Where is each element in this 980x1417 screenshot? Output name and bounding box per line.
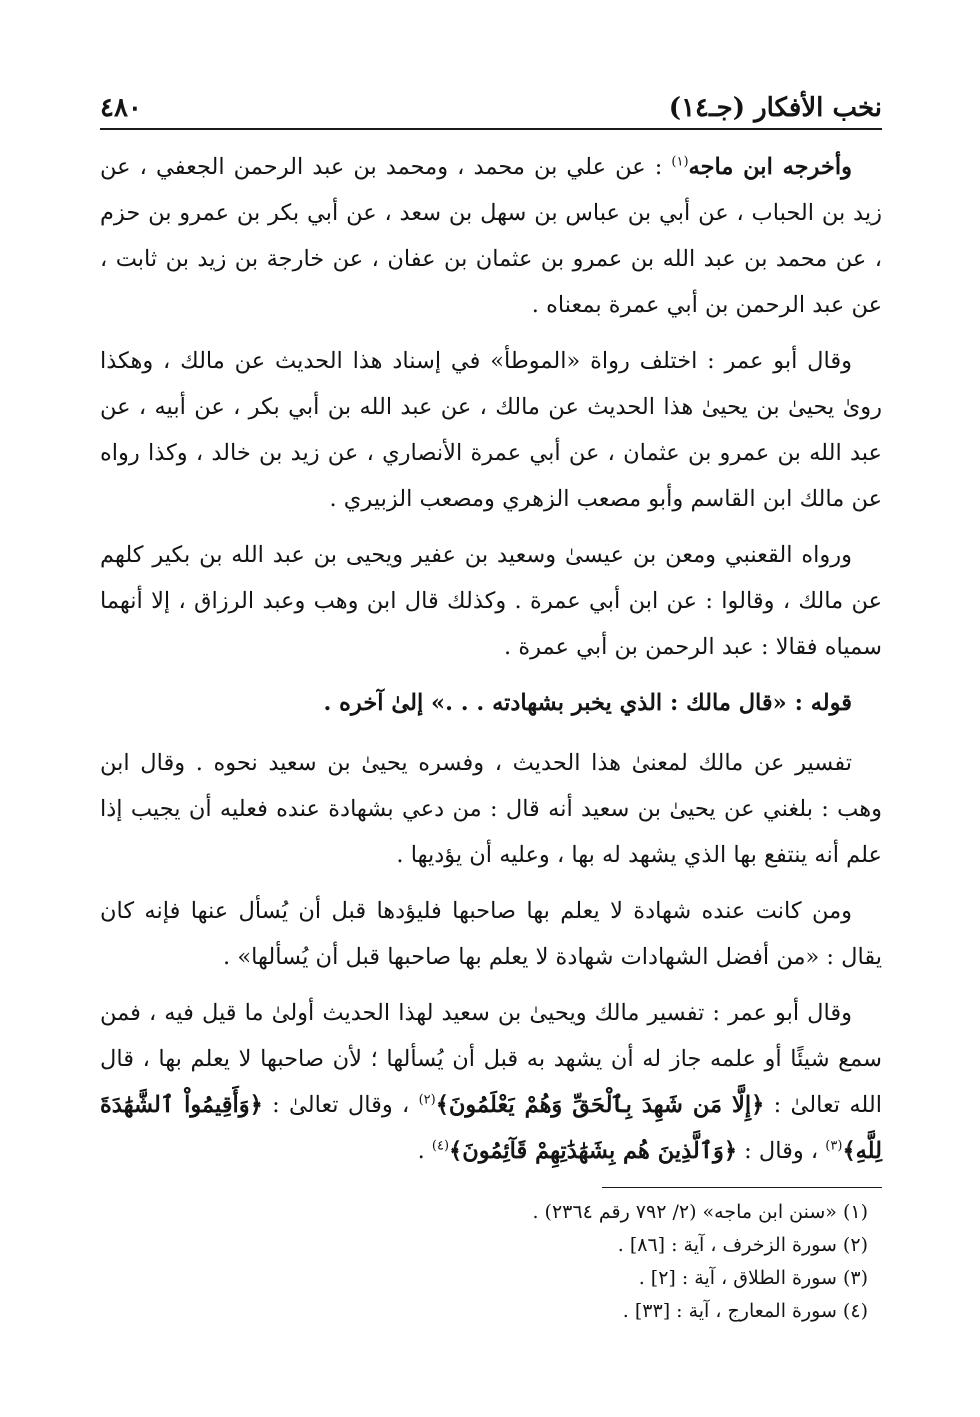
footnote-ref: (٢): [418, 1092, 436, 1108]
paragraph-text: ومن كانت عنده شهادة لا يعلم بها صاحبها فليؤدها قبل أن يُسأل عنها فإنه كان يقال : «من أفضل الشهادات شهادة لا يعلم بها صاحبها قبل أن يُسألها» .: [100, 898, 882, 970]
paragraph-3: [100, 532, 882, 670]
footnote-3: (٣) سورة الطلاق ، آية : [٢] .: [638, 1267, 868, 1289]
paragraph-6: [100, 990, 882, 1174]
running-title: نخب الأفكار (جـ١٤): [668, 93, 882, 123]
paragraph-text: .: [417, 1138, 432, 1164]
footnote-ref: (١): [671, 154, 689, 170]
quran-verse: ﴿وَأَقِيمُواْ ٱلشَّهَٰدَةَ لِلَّهِ﴾: [100, 1092, 882, 1164]
paragraph-4: [100, 740, 882, 878]
paragraph-1: [100, 144, 882, 328]
footnote-ref: (٣): [825, 1138, 843, 1154]
page-header: [100, 82, 882, 126]
paragraph-text: ورواه القعنبي ومعن بن عيسىٰ وسعيد بن عفير ويحيى بن عبد الله بن بكير كلهم عن مالك ، وقالوا : عن ابن أبي عمرة . وكذلك قال ابن وهب وعبد الرزاق ، إلا أنهما سمياه فقالا : عبد الرحمن بن أبي عمرة .: [100, 542, 882, 660]
footnote-rule: [602, 1187, 882, 1188]
footnotes: [100, 1196, 868, 1328]
paragraph-text: وقال أبو عمر : تفسير مالك ويحيىٰ بن سعيد لهذا الحديث أولىٰ ما قيل فيه ، فمن سمع شيئًا أو علمه جاز له أن يشهد به قبل أن يُسألها ؛ لأن صاحبها لا يعلم بها ، قال الله تعالىٰ :: [100, 1000, 882, 1118]
footnote-4: (٤) سورة المعارج ، آية : [٣٣] .: [622, 1300, 868, 1322]
quran-verse: ﴿إِلَّا مَن شَهِدَ بِٱلْحَقِّ وَهُمْ يَعْلَمُونَ﴾: [435, 1092, 765, 1118]
footnote-1: (١) «سنن ابن ماجه» (٢/ ٧٩٢ رقم ٢٣٦٤) .: [532, 1201, 868, 1223]
footnote-2: (٢) سورة الزخرف ، آية : [٨٦] .: [617, 1234, 868, 1256]
paragraph-5: [100, 888, 882, 980]
header-rule: [100, 128, 882, 130]
main-text: [100, 144, 882, 1184]
page-number: ٤٨٠: [100, 93, 142, 123]
paragraph-text: تفسير عن مالك لمعنىٰ هذا الحديث ، وفسره يحيىٰ بن سعيد نحوه . وقال ابن وهب : بلغني عن يحيىٰ بن سعيد أنه قال : من دعي بشهادة عنده فعليه أن يجيب إذا علم أنه ينتفع بها الذي يشهد له بها ، وعليه أن يؤديها .: [100, 750, 882, 868]
quran-verse: ﴿وَٱلَّذِينَ هُم بِشَهَٰدَٰتِهِمْ قَآئِمُونَ﴾: [449, 1138, 738, 1164]
paragraph-text: ، وقال :: [737, 1138, 826, 1164]
paragraph-2: [100, 338, 882, 522]
paragraph-text: : عن علي بن محمد ، ومحمد بن عبد الرحمن الجعفي ، عن زيد بن الحباب ، عن أبي بن عباس بن سهل بن سعد ، عن أبي بكر بن عمرو بن حزم ، عن محمد بن عبد الله بن عمرو بن عثمان بن عفان ، عن خارجة بن زيد بن ثابت ، عن عبد الرحمن بن أبي عمرة بمعناه .: [100, 154, 882, 318]
paragraph-lead: وأخرجه ابن ماجه: [688, 154, 852, 180]
section-heading: [100, 680, 882, 726]
paragraph-text: ، وقال تعالىٰ :: [262, 1092, 419, 1118]
paragraph-text: وقال أبو عمر : اختلف رواة «الموطأ» في إسناد هذا الحديث عن مالك ، وهكذا روىٰ يحيىٰ بن يحيىٰ هذا الحديث عن مالك ، عن عبد الله بن أبي بكر ، عن أبيه ، عن عبد الله بن عمرو بن عثمان ، عن أبي عمرة الأنصاري ، عن زيد بن خالد ، وكذا رواه عن مالك ابن القاسم وأبو مصعب الزهري ومصعب الزبيري .: [100, 348, 882, 512]
section-heading-text: قوله : «قال مالك : الذي يخبر بشهادته . . .» إلىٰ آخره .: [323, 690, 852, 716]
footnote-ref: (٤): [431, 1138, 450, 1154]
